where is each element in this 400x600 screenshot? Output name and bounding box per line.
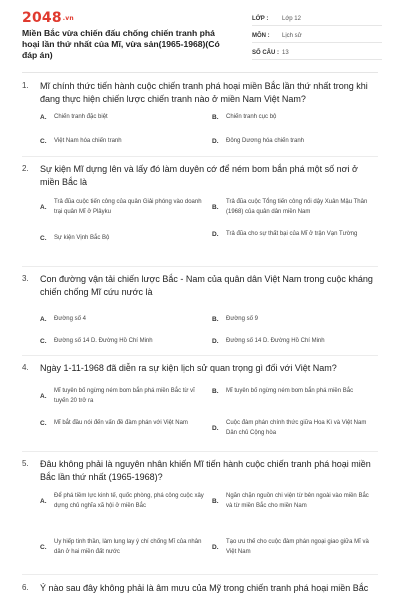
question-5 [22, 458, 382, 484]
option-b[interactable] [212, 491, 382, 511]
option-c[interactable] [40, 136, 210, 146]
option-letter: B. [212, 387, 219, 395]
question-number: 5. [22, 459, 29, 468]
option-letter: B. [212, 203, 219, 211]
option-a[interactable] [40, 197, 210, 217]
option-text: Đông Dương hóa chiến tranh [226, 138, 304, 144]
option-text: Chiến tranh cục bộ [226, 114, 277, 120]
option-letter: B. [212, 315, 219, 323]
option-text: Đường số 14 D. Đường Hồ Chí Minh [226, 338, 325, 344]
meta-value: 13 [282, 49, 289, 56]
option-c[interactable] [40, 537, 210, 557]
option-a[interactable] [40, 386, 210, 406]
question-text: Mĩ chính thức tiến hành cuộc chiến tranh phá hoại miền Bắc lần thứ nhất trong khi đang thực hiện chiến lược chiến tranh nào ở miền Nam Việt Nam? [40, 81, 368, 104]
question-2 [22, 163, 382, 189]
option-letter: D. [212, 424, 219, 432]
option-c[interactable] [40, 336, 210, 346]
option-letter: C. [40, 419, 47, 427]
meta-key: MÔN : [252, 32, 270, 39]
option-d[interactable] [212, 136, 382, 146]
meta-key: LỚP : [252, 15, 269, 22]
meta-key: SỐ CÂU : [252, 49, 279, 56]
option-text: Cuộc đàm phán chính thức giữa Hoa Kì và Việt Nam Dân chủ Cộng hòa [226, 420, 367, 436]
option-a[interactable] [40, 314, 210, 324]
option-b[interactable] [212, 112, 382, 122]
option-text: Mĩ tuyên bố ngừng ném bom bắn phá miền Bắc từ vĩ tuyến 20 trở ra [54, 388, 195, 404]
option-letter: A. [40, 113, 47, 121]
option-letter: A. [40, 315, 47, 323]
option-letter: C. [40, 337, 47, 345]
question-divider [22, 266, 378, 267]
option-letter: B. [212, 497, 219, 505]
option-text: Chiến tranh đặc biệt [54, 114, 108, 120]
question-divider [22, 355, 378, 356]
option-letter: D. [212, 230, 219, 238]
option-d[interactable] [212, 229, 382, 239]
option-letter: A. [40, 203, 47, 211]
meta-value: Lớp 12 [282, 15, 301, 22]
option-a[interactable] [40, 112, 210, 122]
question-3 [22, 273, 382, 299]
header-divider [22, 72, 378, 73]
option-text: Đường số 4 [54, 316, 86, 322]
meta-row-class [252, 12, 382, 26]
question-number: 3. [22, 274, 29, 283]
option-text: Việt Nam hóa chiến tranh [54, 138, 122, 144]
question-divider [22, 156, 378, 157]
meta-value: Lịch sử [282, 32, 302, 39]
option-letter: A. [40, 392, 47, 400]
option-text: Uy hiếp tinh thần, làm lung lay ý chí chống Mĩ của nhân dân ở hai miền đất nước [54, 539, 202, 555]
meta-row-count [252, 46, 382, 60]
logo-main: 2048 [22, 10, 62, 26]
option-text: Trả đũa cuộc Tổng tiến công nổi dậy Xuân Mậu Thân (1968) của quân dân miền Nam [226, 199, 368, 215]
option-letter: B. [212, 113, 219, 121]
question-number: 6. [22, 583, 29, 592]
question-text: Ý nào sau đây không phải là âm mưu của Mỹ trong chiến tranh phá hoại miền Bắc [40, 583, 369, 593]
option-text: Trả đũa cuộc tiến công của quân Giải phóng vào doanh trại quân Mĩ ở Plâyku [54, 199, 202, 215]
option-text: Ngăn chặn nguồn chi viện từ bên ngoài vào miền Bắc và từ miền Bắc cho miền Nam [226, 493, 369, 509]
option-text: Để phá tiềm lực kinh tế, quốc phòng, phá công cuộc xây dựng chủ nghĩa xã hội ở miền Bắc [54, 493, 204, 509]
option-letter: D. [212, 543, 219, 551]
question-text: Ngày 1-11-1968 đã diễn ra sự kiện lịch sử quan trọng gì đối với Việt Nam? [40, 363, 337, 373]
meta-row-subject [252, 29, 382, 43]
question-6 [22, 582, 382, 595]
question-text: Đâu không phải là nguyên nhân khiến Mĩ tiến hành cuộc chiến tranh phá hoại miền Bắc lần thứ nhất (1965-1968)? [40, 459, 371, 482]
option-c[interactable] [40, 418, 210, 428]
page-header [0, 0, 400, 62]
option-letter: C. [40, 234, 47, 242]
option-b[interactable] [212, 197, 382, 217]
question-divider [22, 451, 378, 452]
question-divider [22, 574, 378, 575]
option-d[interactable] [212, 418, 382, 438]
option-text: Sự kiện Vịnh Bắc Bộ [54, 235, 110, 241]
question-number: 2. [22, 164, 29, 173]
option-text: Trả đũa cho sự thất bại của Mĩ ở trận Vạn Tường [226, 231, 358, 237]
document-title: Miền Bắc vừa chiến đấu chống chiến tranh phá hoại lần thứ nhất của Mĩ, vừa sản(1965-1968)(Có đáp án) [22, 28, 220, 60]
logo-sub: .vn [62, 15, 74, 22]
question-text: Sự kiện Mĩ dựng lên và lấy đó làm duyên cớ để ném bom bắn phá một số nơi ở miền Bắc là [40, 164, 358, 187]
option-a[interactable] [40, 491, 210, 511]
question-text: Con đường vận tải chiến lược Bắc - Nam của quân dân Việt Nam trong cuộc kháng chiến chống Mĩ cứu nước là [40, 274, 373, 297]
site-logo[interactable] [22, 10, 74, 26]
option-d[interactable] [212, 537, 382, 557]
option-text: Mĩ tuyên bố ngừng ném bom bắn phá miền Bắc [226, 388, 354, 394]
option-d[interactable] [212, 336, 382, 346]
option-c[interactable] [40, 233, 210, 243]
option-b[interactable] [212, 386, 382, 396]
question-number: 1. [22, 81, 29, 90]
option-text: Mĩ bắt đầu nói đến vấn đề đàm phán với Việt Nam [54, 420, 188, 426]
option-letter: C. [40, 137, 47, 145]
option-letter: A. [40, 497, 47, 505]
option-letter: D. [212, 337, 219, 345]
question-4 [22, 362, 382, 375]
option-letter: D. [212, 137, 219, 145]
question-number: 4. [22, 363, 29, 372]
option-letter: C. [40, 543, 47, 551]
option-text: Đường số 9 [226, 316, 258, 322]
meta-info [252, 12, 382, 63]
option-text: Đường số 14 D. Đường Hồ Chí Minh [54, 338, 153, 344]
question-1 [22, 80, 382, 106]
option-text: Tạo ưu thế cho cuộc đàm phán ngoại giao giữa Mĩ và Việt Nam [226, 539, 369, 555]
option-b[interactable] [212, 314, 382, 324]
